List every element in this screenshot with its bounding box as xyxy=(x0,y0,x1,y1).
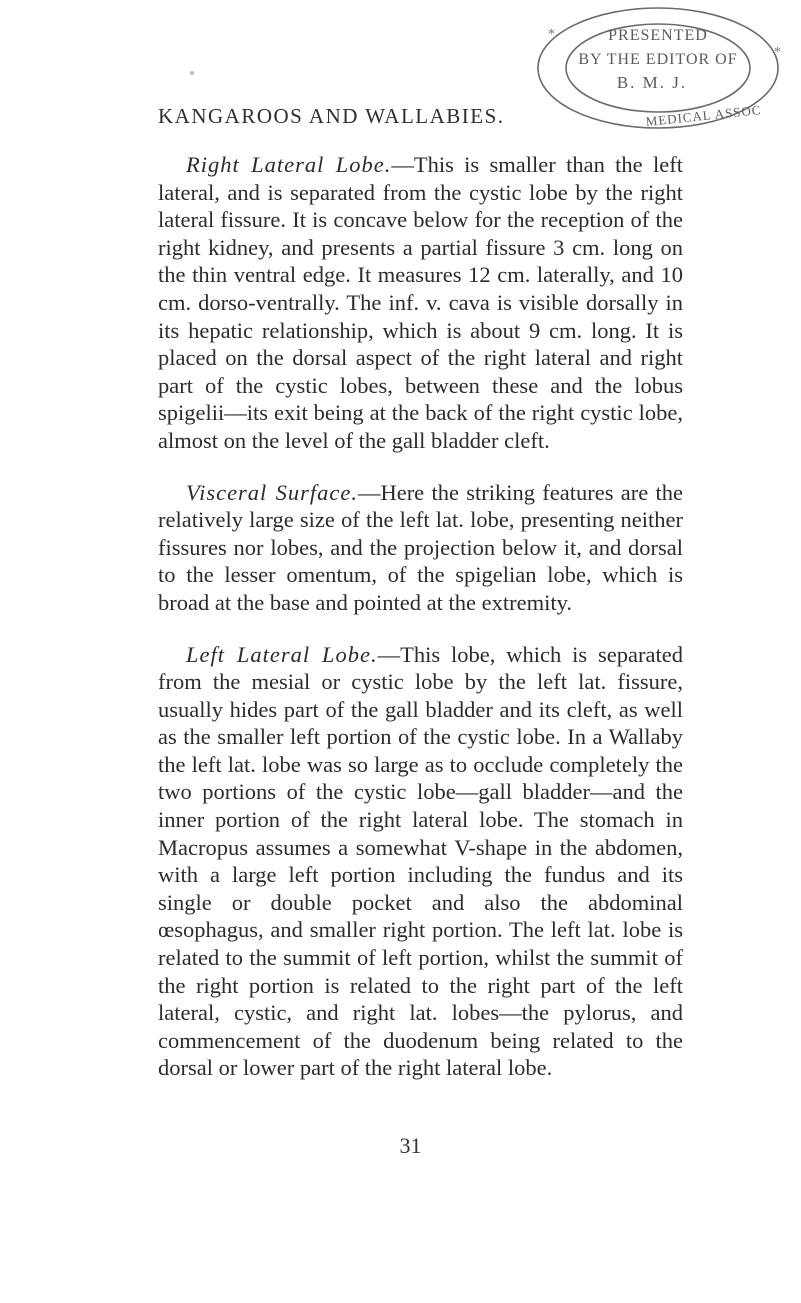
ink-speck xyxy=(190,71,194,75)
paragraph-heading: Left Lateral Lobe. xyxy=(186,641,378,667)
paragraph-right-lateral-lobe xyxy=(158,151,683,455)
stamp-line-editor: BY THE EDITOR OF xyxy=(578,51,738,68)
svg-text:*: * xyxy=(548,27,555,42)
running-head: KANGAROOS AND WALLABIES. xyxy=(158,104,505,128)
paragraph-text: —Here the striking features are the relatively large size of the left lat. lobe, presenting neither fissures nor lobes, and the projection below it, and dorsal to the lesser omentum, of the spigelian lobe, which is broad at the base and pointed at the extremity. xyxy=(158,479,683,615)
paragraph-visceral-surface xyxy=(158,479,683,617)
stamp-line-presented: PRESENTED xyxy=(608,27,708,44)
stamp-line-bmj: B. M. J. xyxy=(616,73,688,92)
paragraph-text: —This is smaller than the left lateral, and is separated from the cystic lobe by the right lateral fissure. It is concave below for the reception of the right kidney, and presents a partial fissure 3 cm. long on the thin ventral edge. It measures 12 cm. laterally, and 10 cm. dorso-ventrally. The inf. v. cava is visible dorsally in its hepatic relationship, which is about 9 cm. long. It is placed on the dorsal aspect of the right lateral and right part of the cystic lobes, between these and the lobus spigelii—its exit being at the back of the right cystic lobe, almost on the level of the gall bladder cleft. xyxy=(158,152,683,453)
svg-text:*: * xyxy=(774,45,781,60)
paragraph-left-lateral-lobe xyxy=(158,641,683,1083)
article-body xyxy=(158,151,683,1082)
paragraph-text: —This lobe, which is separated from the mesial or cystic lobe by the left lat. fissure, usually hides part of the gall bladder and its cleft, as well as the smaller left portion of the cystic lobe. In a Wallaby the left lat. lobe was so large as to occlude completely the two portions of the cystic lobe—gall bladder—and the inner portion of the right lateral lobe. The stomach in Macropus assumes a somewhat V-shape in the abdomen, with a large left portion including the fundus and its single or double pocket and also the abdominal œsophagus, and smaller right portion. The left lat. lobe is related to the summit of left portion, whilst the summit of the right portion is related to the right part of the left lateral, cystic, and right lat. lobes—the pylorus, and commencement of the duodenum being related to the dorsal or lower part of the right lateral lobe. xyxy=(158,641,683,1081)
page-number: 31 xyxy=(399,1133,422,1158)
library-stamp-icon xyxy=(512,2,798,142)
paragraph-heading: Visceral Surface. xyxy=(186,479,358,505)
stamp-line-bottom: MEDICAL ASSOC xyxy=(644,101,763,130)
paragraph-heading: Right Lateral Lobe. xyxy=(186,152,392,177)
